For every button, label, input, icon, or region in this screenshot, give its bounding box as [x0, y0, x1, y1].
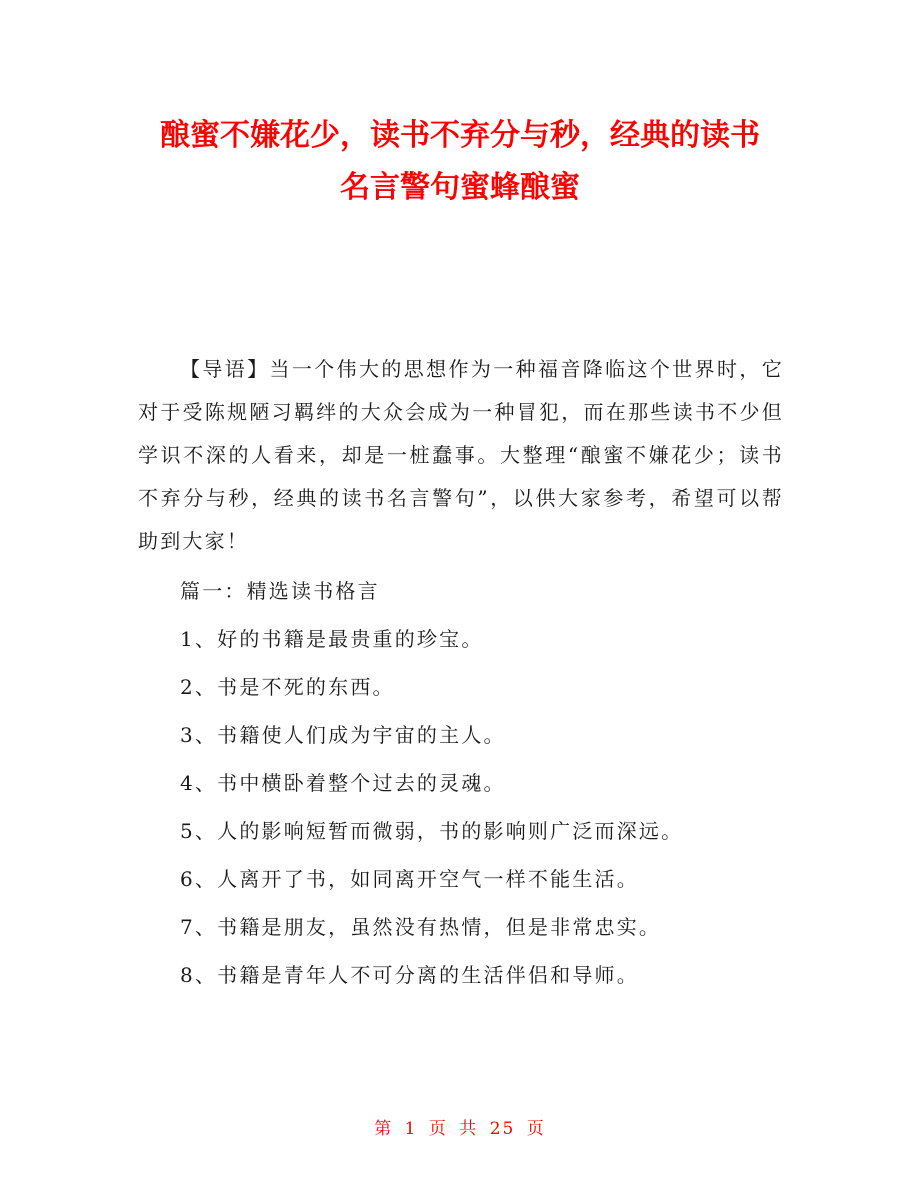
intro-paragraph: 【导语】当一个伟大的思想作为一种福音降临这个世界时，它对于受陈规陋习羁绊的大众会成为一种冒犯，而在那些读书不少但学识不深的人看来，却是一桩蠢事。大整理“酿蜜不嫌花少；读书不弃分与秒，经典的读书名言警句”，以供大家参考，希望可以帮助到大家！ [138, 357, 784, 553]
quote-item-2: 2、书是不死的东西。 [180, 675, 395, 699]
page-footer: 第 1 页 共 25 页 [374, 1119, 546, 1139]
quote-item-1: 1、好的书籍是最贵重的珍宝。 [180, 627, 484, 651]
quote-item-8: 8、书籍是青年人不可分离的生活伴侣和导师。 [180, 963, 639, 987]
document-title [120, 110, 800, 214]
quote-item-5: 5、人的影响短暂而微弱，书的影响则广泛而深远。 [180, 819, 684, 843]
section-heading: 篇一：精选读书格言 [180, 579, 380, 603]
quote-item-7: 7、书籍是朋友，虽然没有热情，但是非常忠实。 [180, 915, 662, 939]
quote-item-4: 4、书中横卧着整个过去的灵魂。 [180, 771, 506, 795]
title-line-2: 名言警句蜜蜂酿蜜 [340, 170, 580, 205]
title-line-1: 酿蜜不嫌花少，读书不弃分与秒，经典的读书 [160, 118, 760, 153]
document-body [138, 348, 784, 999]
quote-item-6: 6、人离开了书，如同离开空气一样不能生活。 [180, 867, 639, 891]
quote-item-3: 3、书籍使人们成为宇宙的主人。 [180, 723, 506, 747]
